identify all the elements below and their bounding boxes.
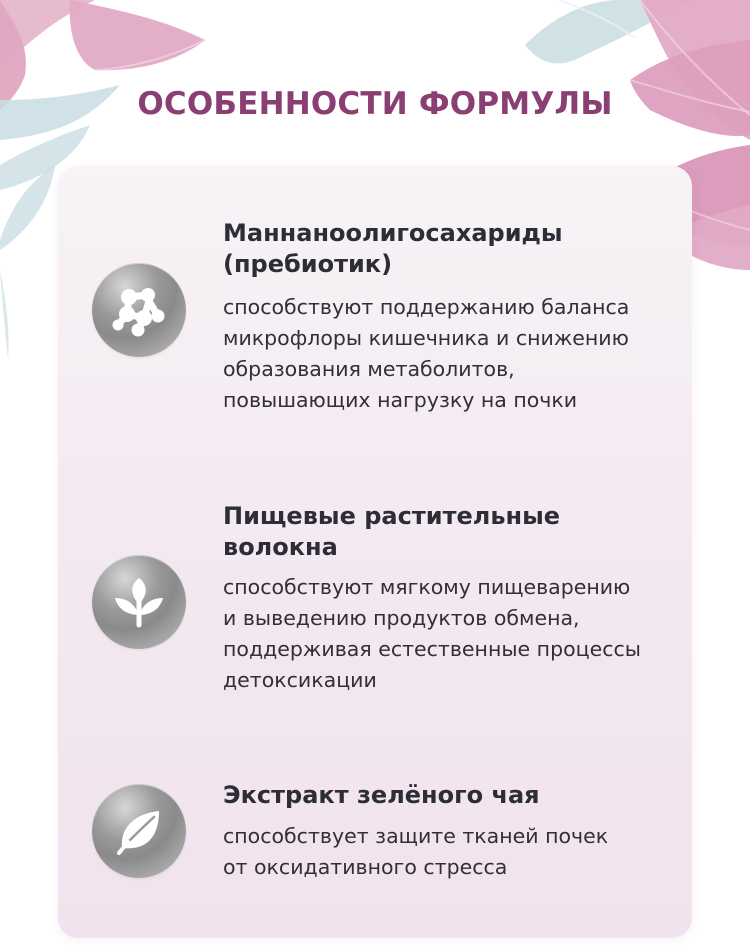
blue-leaf-icon [0, 270, 9, 360]
page-title: ОСОБЕННОСТИ ФОРМУЛЫ [137, 86, 613, 122]
pink-leaf-icon [0, 0, 95, 70]
features-card [58, 166, 692, 938]
feature-description: способствуют поддержанию баланса микрофлоры кишечника и снижению образования метаболитов, повышающих нагрузку на почки [223, 295, 630, 412]
blue-leaf-icon [0, 165, 55, 250]
molecule-icon [92, 263, 186, 357]
feature-title: Маннаноолигосахариды (пребиотик) [223, 219, 563, 278]
blue-leaf-icon [560, 0, 635, 38]
sprout-icon [92, 555, 186, 649]
pink-leaf-icon [70, 0, 205, 70]
blue-leaf-icon [525, 0, 690, 64]
feature-title: Экстракт зелёного чая [223, 781, 540, 809]
feature-description: способствует защите тканей почек от оксидативного стресса [223, 824, 609, 879]
pink-leaf-icon [95, 40, 205, 70]
leaf-icon [92, 784, 186, 878]
feature-title: Пищевые растительные волокна [223, 502, 561, 561]
feature-description: способствуют мягкому пищеварению и выведению продуктов обмена, поддерживая естественные процессы детоксикации [223, 575, 641, 692]
